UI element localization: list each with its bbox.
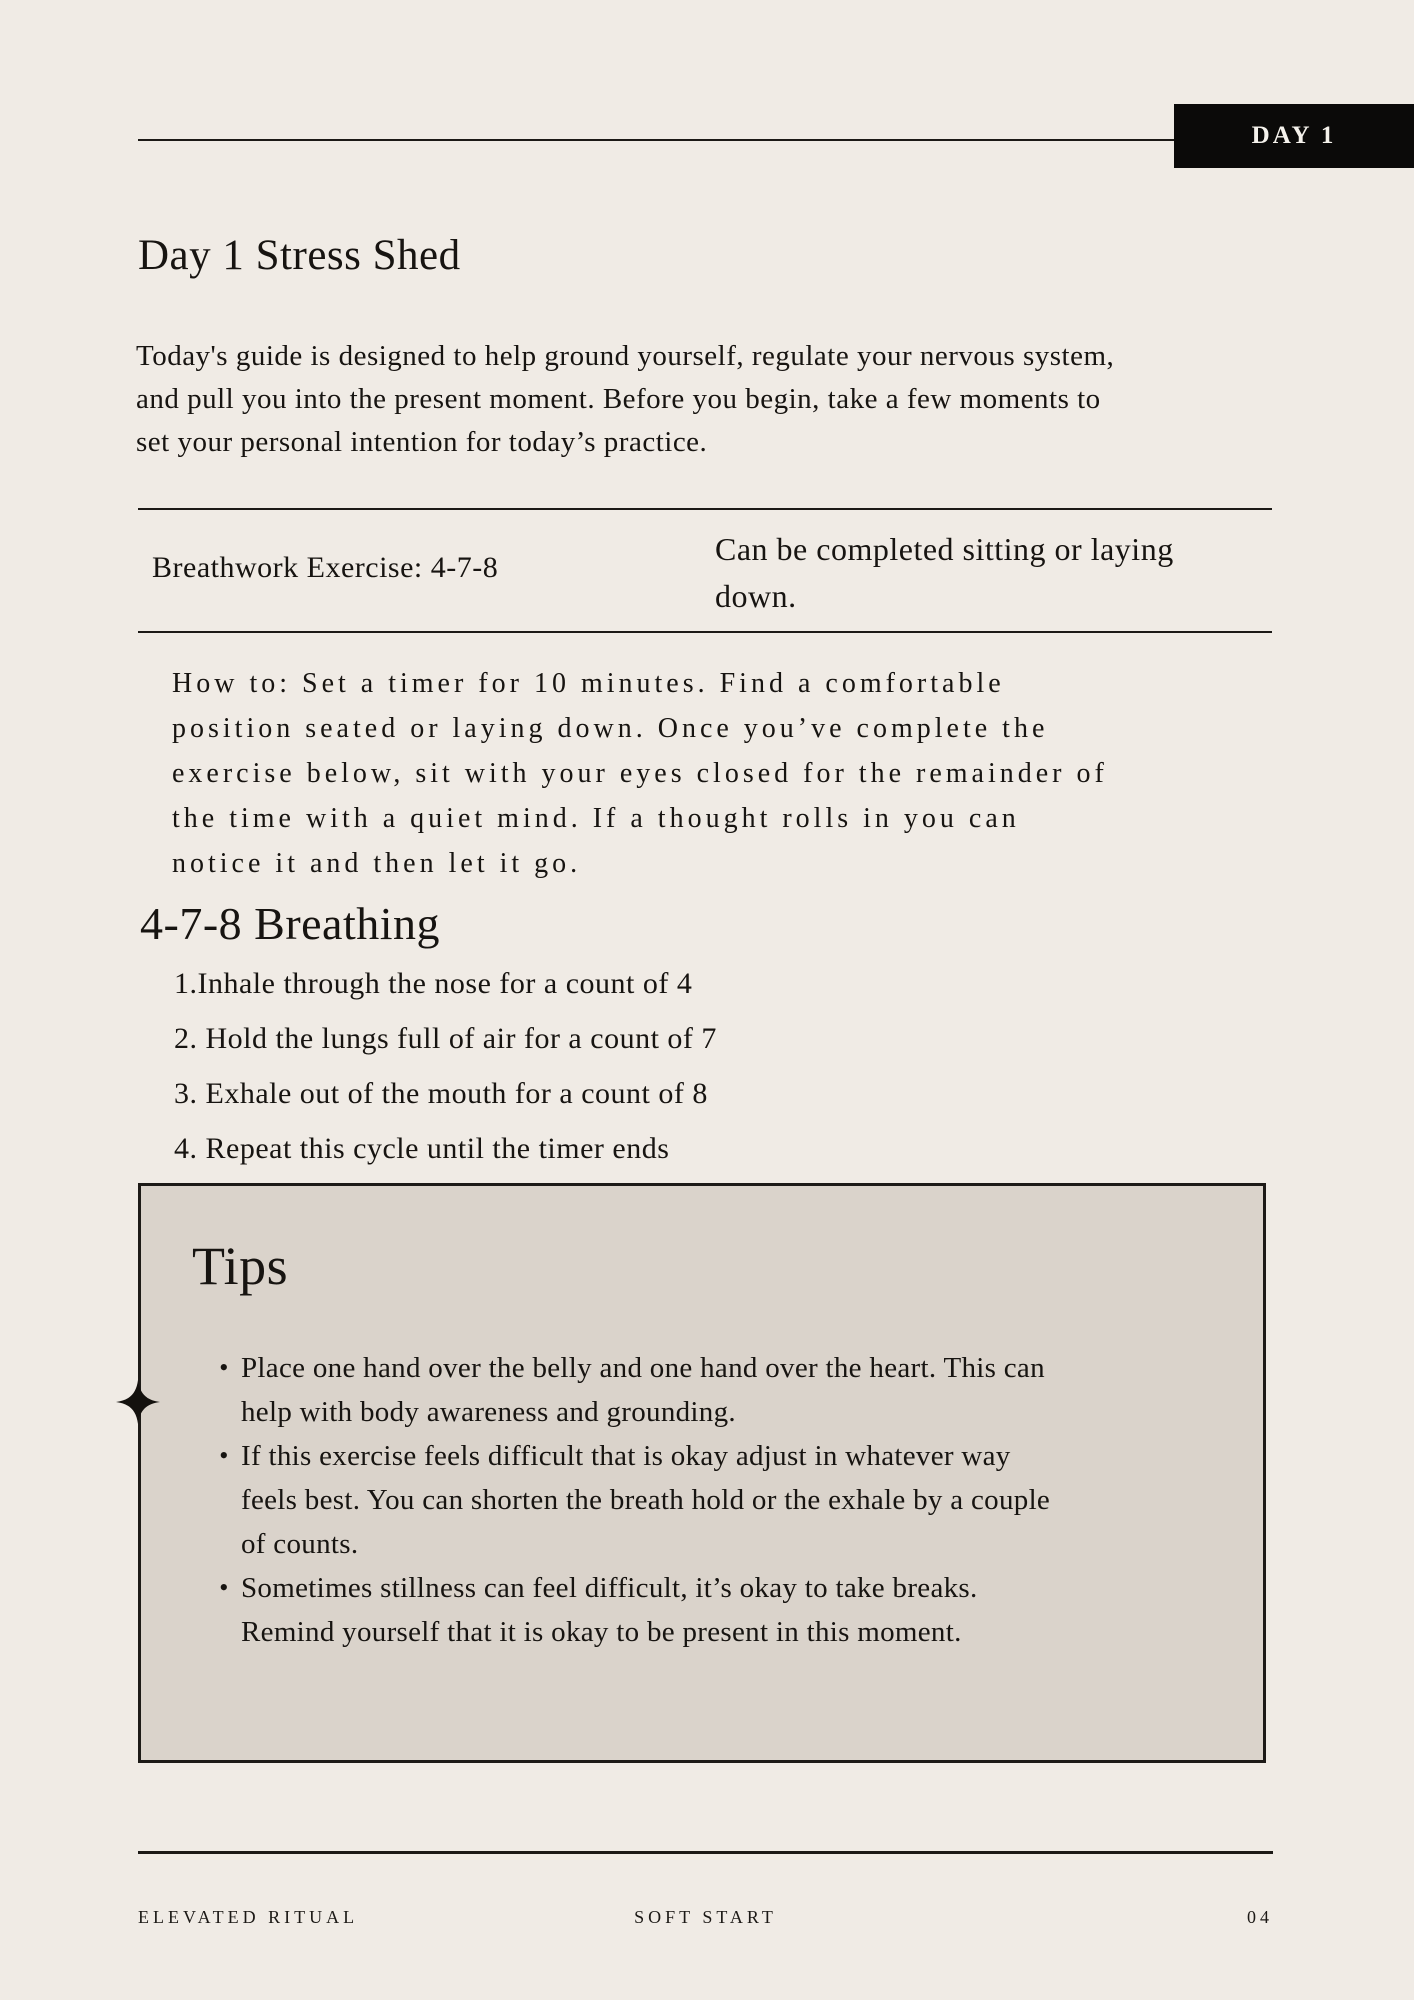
intro-paragraph [136,335,1316,464]
bullet-icon: • [219,1441,229,1470]
tip-item [141,1346,1243,1434]
header-rule [138,139,1174,141]
tip-text [241,1566,978,1654]
tip-line: of counts. [241,1528,359,1560]
footer [138,1906,1273,1928]
tips-box [138,1183,1266,1763]
day-badge-label: DAY 1 [1251,122,1337,149]
exercise-name-cell: Breathwork Exercise: 4-7-8 [152,550,499,584]
breathing-heading: 4-7-8 Breathing [140,898,441,949]
intro-line: Today's guide is designed to help ground yourself, regulate your nervous system, [136,340,1115,372]
tip-line: help with body awareness and grounding. [241,1396,736,1428]
exercise-note-line: down. [715,578,797,614]
intro-line: and pull you into the present moment. Before you begin, take a few moments to [136,383,1101,415]
tip-line: If this exercise feels difficult that is okay adjust in whatever way [241,1440,1011,1472]
exercise-note-cell [715,510,1272,631]
how-to-line: notice it and then let it go. [172,848,582,879]
exercise-table [138,508,1272,633]
bullet-icon: • [219,1573,229,1602]
tips-bullet-list [141,1346,1243,1654]
tip-line: Remind yourself that it is okay to be present in this moment. [241,1616,962,1648]
how-to-line: exercise below, sit with your eyes closed for the remainder of [172,758,1108,789]
footer-brand: ELEVATED RITUAL [138,1907,359,1927]
breathing-step: 4. Repeat this cycle until the timer ends [174,1132,670,1165]
sparkle-icon [116,1380,160,1424]
tip-line: Sometimes stillness can feel difficult, it’s okay to take breaks. [241,1572,978,1604]
bullet-icon: • [219,1353,229,1382]
tip-item [141,1566,1243,1654]
how-to-line: position seated or laying down. Once you’ve complete the [172,713,1049,744]
tip-line: Place one hand over the belly and one hand over the heart. This can [241,1352,1045,1384]
tip-text [241,1346,1045,1434]
breathing-step: 2. Hold the lungs full of air for a count of 7 [174,1022,717,1055]
tip-line: feels best. You can shorten the breath hold or the exhale by a couple [241,1484,1051,1516]
tips-heading: Tips [192,1236,289,1296]
how-to-line: the time with a quiet mind. If a thought rolls in you can [172,803,1020,834]
intro-line: set your personal intention for today’s practice. [136,426,708,458]
tip-text [241,1434,1050,1566]
exercise-note-line: Can be completed sitting or laying [715,531,1174,567]
how-to-paragraph [172,661,1352,886]
footer-program: SOFT START [634,1907,777,1927]
tip-item [141,1434,1243,1566]
footer-rule [138,1851,1273,1854]
footer-page-number: 04 [1247,1907,1273,1927]
page-title: Day 1 Stress Shed [138,232,461,279]
breathing-step: 3. Exhale out of the mouth for a count of 8 [174,1077,708,1110]
how-to-line: How to: Set a timer for 10 minutes. Find a comfortable [172,668,1005,699]
breathing-step: 1.Inhale through the nose for a count of 4 [174,967,693,1000]
breathing-steps-list [174,963,1274,1183]
day-badge [1174,104,1414,168]
